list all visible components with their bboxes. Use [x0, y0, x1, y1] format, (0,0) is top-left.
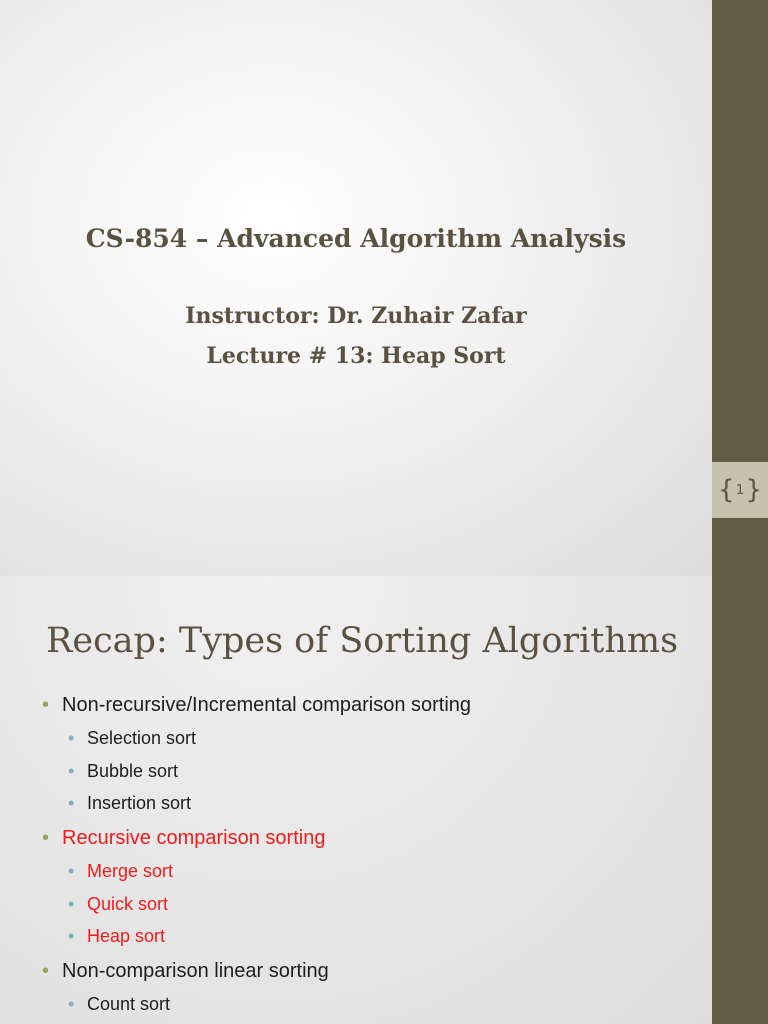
list-item-text: Heap sort	[87, 926, 166, 946]
list-item	[42, 827, 325, 850]
list-item-text: Non-recursive/Incremental comparison sorting	[62, 694, 472, 716]
side-rail	[712, 576, 768, 1024]
page-number	[718, 475, 762, 505]
list-item	[68, 994, 170, 1015]
list-item-text: Bubble sort	[87, 761, 179, 781]
list-item	[68, 894, 168, 915]
slide-heading: Recap: Types of Sorting Algorithms	[46, 621, 679, 661]
instructor-line: Instructor: Dr. Zuhair Zafar	[185, 303, 527, 329]
bullet-icon: •	[68, 761, 75, 781]
list-item	[42, 694, 471, 717]
list-item-text: Quick sort	[87, 894, 169, 914]
list-item	[68, 926, 165, 947]
bullet-icon: •	[42, 694, 50, 716]
left-brace-icon: {	[718, 475, 735, 505]
bullet-icon: •	[42, 960, 50, 982]
bullet-icon: •	[68, 894, 75, 914]
list-item-text: Merge sort	[87, 861, 174, 881]
list-item-text: Count sort	[87, 994, 171, 1014]
course-title: CS-854 – Advanced Algorithm Analysis	[85, 224, 627, 253]
list-item-text: Non-comparison linear sorting	[62, 960, 329, 982]
right-brace-icon: }	[745, 475, 762, 505]
content-slide	[0, 576, 768, 1024]
list-item	[42, 960, 329, 983]
list-item	[68, 861, 173, 882]
bullet-icon: •	[68, 994, 75, 1014]
bullet-icon: •	[68, 861, 75, 881]
list-item	[68, 761, 178, 782]
page-number-value: 1	[735, 482, 745, 498]
bullet-icon: •	[68, 728, 75, 748]
lecture-line: Lecture # 13: Heap Sort	[206, 343, 506, 369]
list-item-text: Selection sort	[87, 728, 197, 748]
bullet-icon: •	[68, 793, 75, 813]
list-item-text: Insertion sort	[87, 793, 192, 813]
list-item-text: Recursive comparison sorting	[62, 827, 326, 849]
list-item	[68, 793, 191, 814]
bullet-icon: •	[68, 926, 75, 946]
list-item	[68, 728, 196, 749]
bullet-icon: •	[42, 827, 50, 849]
